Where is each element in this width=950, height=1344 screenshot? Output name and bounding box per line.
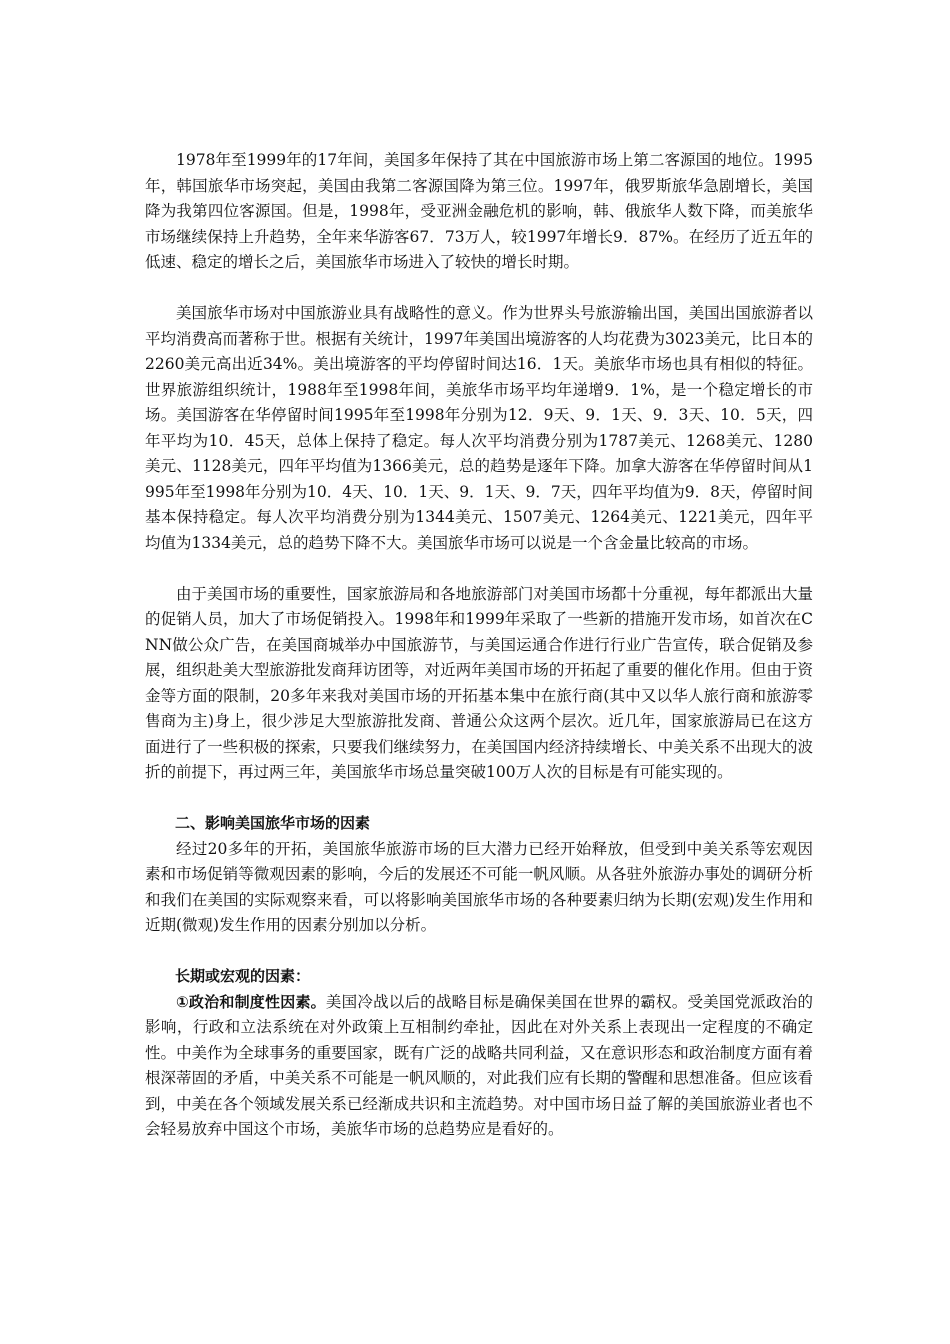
paragraph-4: 经过20多年的开拓，美国旅华旅游市场的巨大潜力已经开始释放，但受到中美关系等宏观因素和市场促销等微观因素的影响，今后的发展还不可能一帆风顺。从各驻外旅游办事处的调研分析和我们在美国的实际观察来看，可以将影响美国旅华市场的各种要素归纳为长期(宏观)发生作用和近期(微观)发生作用的因素分别加以分析。 [145,839,813,934]
paragraph-gap [145,939,813,965]
paragraph-3: 由于美国市场的重要性，国家旅游局和各地旅游部门对美国市场都十分重视，每年都派出大量的促销人员，加大了市场促销投入。1998年和1999年采取了一些新的措施开发市场，如首次在CNN做公众广告，在美国商城举办中国旅游节，与美国运通合作进行行业广告宣传，联合促销及参展，组织赴美大型旅游批发商拜访团等，对近两年美国市场的开拓起了重要的催化作用。但由于资金等方面的限制，20多年来我对美国市场的开拓基本集中在旅行商(其中又以华人旅行商和旅游零售商为主)身上，很少涉足大型旅游批发商、普通公众这两个层次。近几年，国家旅游局已在这方面进行了一些积极的探索，只要我们继续努力，在美国国内经济持续增长、中美关系不出现大的波折的前提下，再过两三年，美国旅华市场总量突破100万人次的目标是有可能实现的。 [145,584,813,781]
paragraph-5-lead: ①政治和制度性因素。 [176,992,326,1011]
paragraph-gap [145,276,813,302]
paragraph-gap [145,556,813,582]
paragraph-5-text: 美国冷战以后的战略目标是确保美国在世界的霸权。受美国党派政治的影响，行政和立法系统在对外政策上互相制约牵扯，因此在对外关系上表现出一定程度的不确定性。中美作为全球事务的重要国家，既有广泛的战略共同利益，又在意识形态和政治制度方面有着根深蒂固的矛盾，中美关系不可能是一帆风顺的，对此我们应有长期的警醒和思想准备。但应该看到，中美在各个领域发展关系已经渐成共识和主流趋势。对中国市场日益了解的美国旅游业者也不会轻易放弃中国这个市场，美旅华市场的总趋势应是看好的。 [145,992,813,1138]
paragraph-gap [145,786,813,812]
paragraph-1: 1978年至1999年的17年间，美国多年保持了其在中国旅游市场上第二客源国的地位。1995年，韩国旅华市场突起，美国由我第二客源国降为第三位。1997年，俄罗斯旅华急剧增长，美国降为我第四位客源国。但是，1998年，受亚洲金融危机的影响，韩、俄旅华人数下降，而美旅华市场继续保持上升趋势，全年来华游客67．73万人，较1997年增长9．87%。在经历了近五年的低速、稳定的增长之后，美国旅华市场进入了较快的增长时期。 [145,151,813,271]
document-body [145,148,813,1143]
subsection-heading: 长期或宏观的因素： [175,967,311,985]
section-heading: 二、影响美国旅华市场的因素 [175,814,371,832]
paragraph-5 [145,990,813,1143]
paragraph-2: 美国旅华市场对中国旅游业具有战略性的意义。作为世界头号旅游输出国，美国出国旅游者以平均消费高而著称于世。根据有关统计，1997年美国出境游客的人均花费为3023美元，比日本的2260美元高出近34%。美出境游客的平均停留时间达16．1天。美旅华市场也具有相似的特征。世界旅游组织统计，1988年至1998年间，美旅华市场平均年递增9．1%，是一个稳定增长的市场。美国游客在华停留时间1995年至1998年分别为12．9天、9．1天、9．3天、10．5天，四年平均为10．45天，总体上保持了稳定。每人次平均消费分别为1787美元、1268美元、1280美元、1128美元，四年平均值为1366美元，总的趋势是逐年下降。加拿大游客在华停留时间从1995年至1998年分别为10．4天、10．1天、9．1天、9．7天，四年平均值为9．8天，停留时间基本保持稳定。每人次平均消费分别为1344美元、1507美元、1264美元、1221美元，四年平均值为1334美元，总的趋势下降不大。美国旅华市场可以说是一个含金量比较高的市场。 [145,304,813,552]
